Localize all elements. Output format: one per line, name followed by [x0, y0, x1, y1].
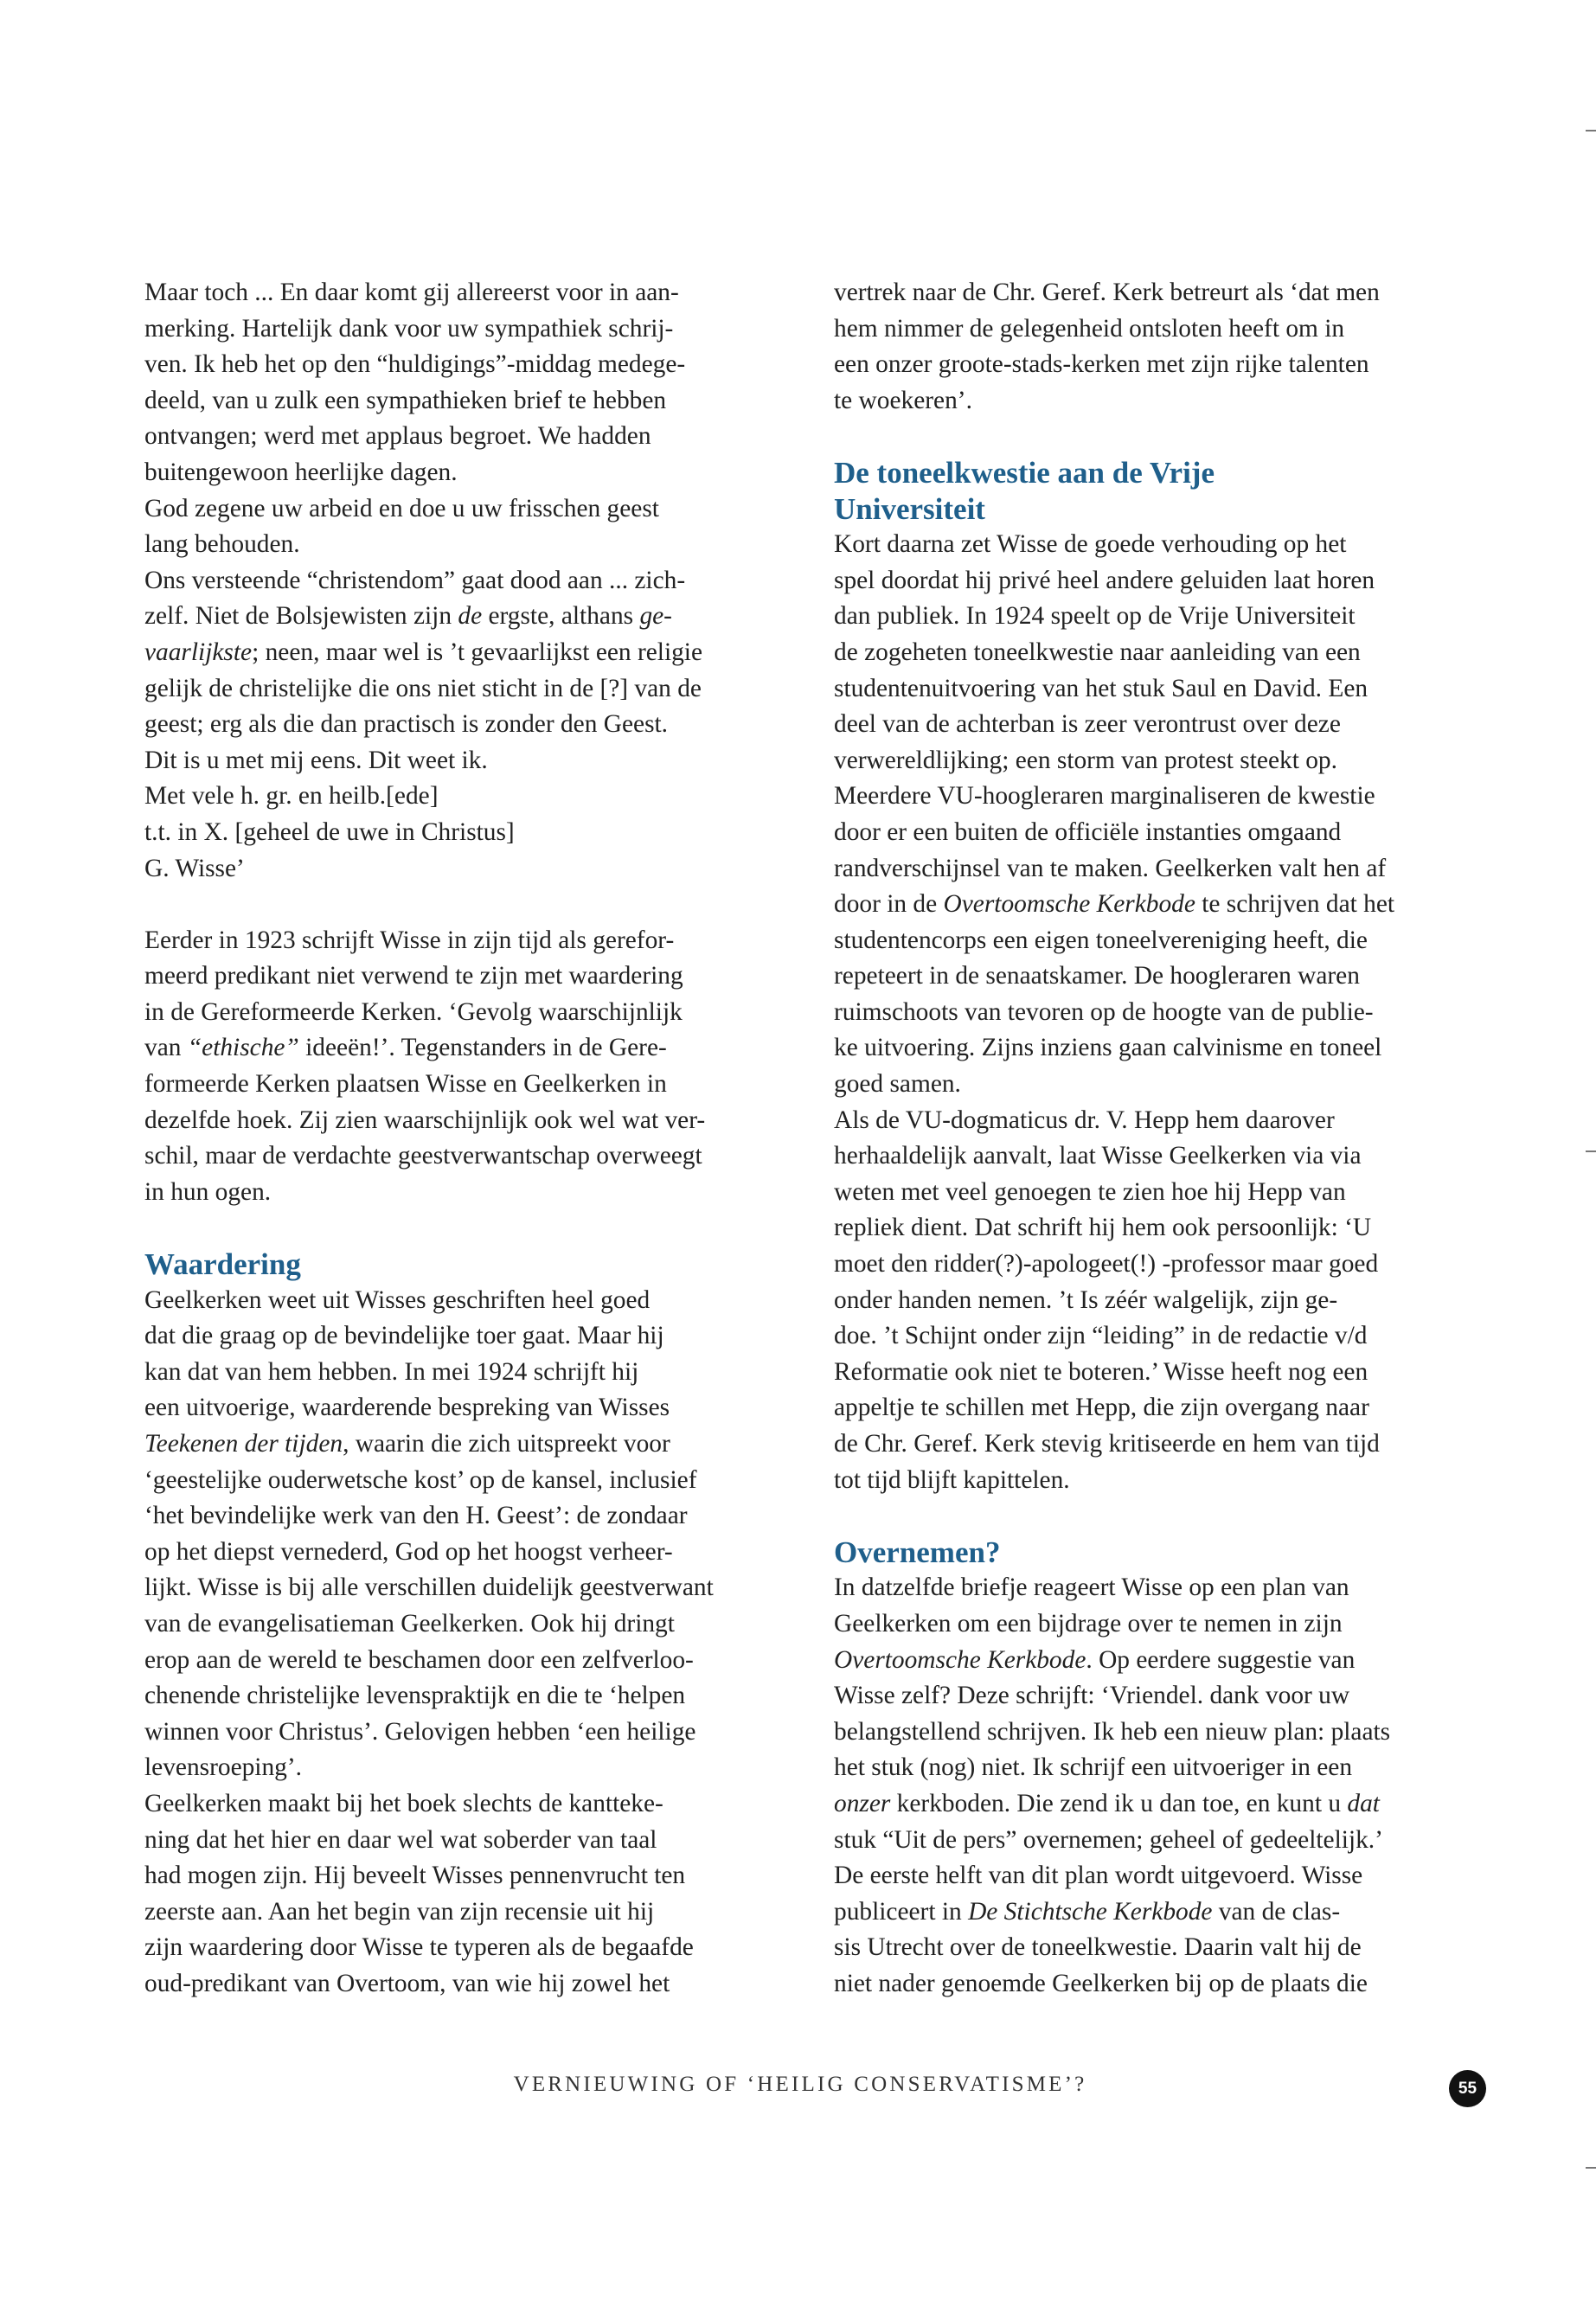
heading-waardering: Waardering: [144, 1247, 301, 1282]
vertrek-paragraph: vertrek naar de Chr. Geref. Kerk betreurt als ‘dat men hem nimmer de gelegenheid ontsloten heeft om in een onzer groote-stads-kerken met zijn rijke talenten te woekeren’.: [834, 279, 1380, 414]
running-footer: VERNIEUWING OF ‘HEILIG CONSERVATISME’?: [513, 2073, 1087, 2096]
overnemen-paragraph: In datzelfde briefje reageert Wisse op een plan van Geelkerken om een bijdrage over te nemen in zijn Overtoomsche Kerkbode. Op eerdere suggestie van Wisse zelf? Deze schrijft: ‘Vriendel. dank voor uw belangstellend schrijven. Ik heb een nieuw plan: plaats het stuk (nog) niet. Ik schrijf een uitvoeriger in een onzer kerkboden. Die zend ik u dan toe, en kunt u dat stuk “Uit de pers” overnemen; geheel of gedeeltelijk.’ De eerste helft van dit plan wordt uitgevoerd. Wisse publiceert in De Stichtsche Kerkbode van de clas- sis Utrecht over de toneelkwestie. Daarin valt hij de niet nader genoemde Geelkerken bij op de plaats die: [834, 1574, 1391, 1997]
waardering-paragraph: Geelkerken weet uit Wisses geschriften heel goed dat die graag op de bevindelijke toer gaat. Maar hij kan dat van hem hebben. In mei 1924 schrijft hij een uitvoerige, waarderende bespreking van Wisses Teekenen der tijden, waarin die zich uitspreekt voor ‘geestelijke ouderwetsche kost’ op de kansel, inclusief ‘het bevindelijke werk van den H. Geest’: de zondaar op het diepst vernederd, God op het hoogst verheer- lijkt. Wisse is bij alle verschillen duidelijk geestverwant van de evangelisatieman Geelkerken. Ook hij dringt erop aan de wereld te beschamen door een zelfverloo- chenende christelijke levenspraktijk en die te ‘helpen winnen voor Christus’. Gelovigen hebben ‘een heilige levensroeping’.: [144, 1285, 714, 1782]
toneel-paragraph: Kort daarna zet Wisse de goede verhouding op het spel doordat hij privé heel andere geluiden laat horen dan publiek. In 1924 speelt op de Vrije Universiteit de zogeheten toneelkwestie naar aanleiding van een studentenuitvoering van het stuk Saul en David. Een deel van de achterban is zeer verontrust over deze verwereldlijking; een storm van protest steekt op. Meerdere VU-hoogleraren marginaliseren de kwestie door er een buiten de officiële instanties omgaand randverschijnsel van te maken. Geelkerken valt hen af door in de Overtoomsche Kerkbode te schrijven dat het studentencorps een eigen toneelvereniging heeft, die repeteert in de senaatskamer. De hoogleraren waren ruimschoots van tevoren op de hoogte van de publie- ke uitvoering. Zijns inziens gaan calvinisme en toneel goed samen.: [834, 530, 1395, 1099]
crop-mark: [1586, 2167, 1596, 2169]
crop-mark: [1586, 1150, 1596, 1152]
hepp-paragraph: Als de VU-dogmaticus dr. V. Hepp hem daarover herhaaldelijk aanvalt, laat Wisse Geelkerken via via weten met veel genoegen te zien hoe hij Hepp van repliek dient. Dat schrift hij hem ook persoonlijk: ‘U moet den ridder(?)-apologeet(!) -professor maar goed onder handen nemen. ’t Is zéér walgelijk, zijn ge- doe. ’t Schijnt onder zijn “leiding” in de redactie v/d Reformatie ook niet te boteren.’ Wisse heeft nog een appeltje te schillen met Hepp, die zijn overgang naar de Chr. Geref. Kerk stevig kritiseerde en hem van tijd tot tijd blijft kapittelen.: [834, 1106, 1380, 1494]
eerder-paragraph: Eerder in 1923 schrijft Wisse in zijn tijd als gerefor- meerd predikant niet verwend te zijn met waardering in de Gereformeerde Kerken. ‘Gevolg waarschijnlijk van “ethische” ideeën!’. Tegenstanders in de Gere- formeerde Kerken plaatsen Wisse en Geelkerken in dezelfde hoek. Zij zien waarschijnlijk ook wel wat ver- schil, maar de verdachte geestverwantschap overweegt in hun ogen.: [144, 926, 706, 1206]
christendom-paragraph: Ons versteende “christendom” gaat dood aan ... zich- zelf. Niet de Bolsjewisten zijn de ergste, althans ge- vaarlijkste; neen, maar wel is ’t gevaarlijkst een religie gelijk de christelijke die ons niet sticht in de [?] van de geest; erg als die dan practisch is zonder den Geest. Dit is u met mij eens. Dit weet ik.: [144, 566, 703, 774]
blessing-paragraph: God zegene uw arbeid en doe u uw frisschen geest lang behouden.: [144, 494, 659, 559]
letter-closing: Met vele h. gr. en heilb.[ede] t.t. in X. [geheel de uwe in Christus] G. Wisse’: [144, 782, 515, 882]
heading-overnemen: Overnemen?: [834, 1535, 1001, 1569]
heading-toneelkwestie: De toneelkwestie aan de Vrije Universiteit: [834, 455, 1215, 526]
right-column: [834, 275, 1504, 2003]
kanttekening-paragraph: Geelkerken maakt bij het boek slechts de kantteke- ning dat het hier en daar wel wat soberder van taal had mogen zijn. Hij beveelt Wisses pennenvrucht ten zeerste aan. Aan het begin van zijn recensie uit hij zijn waardering door Wisse te typeren als de begaafde oud-predikant van Overtoom, van wie hij zowel het: [144, 1789, 694, 1997]
left-column: [144, 275, 815, 2003]
letter-paragraph: Maar toch ... En daar komt gij allereerst voor in aan- merking. Hartelijk dank voor uw sympathiek schrij- ven. Ik heb het op den “huldigings”-middag medege- deeld, van u zulk een sympathieken brief te hebben ontvangen; werd met applaus begroet. We hadden buitengewoon heerlijke dagen.: [144, 279, 686, 486]
page-number: 55: [1449, 2070, 1486, 2107]
crop-mark: [1586, 130, 1596, 131]
